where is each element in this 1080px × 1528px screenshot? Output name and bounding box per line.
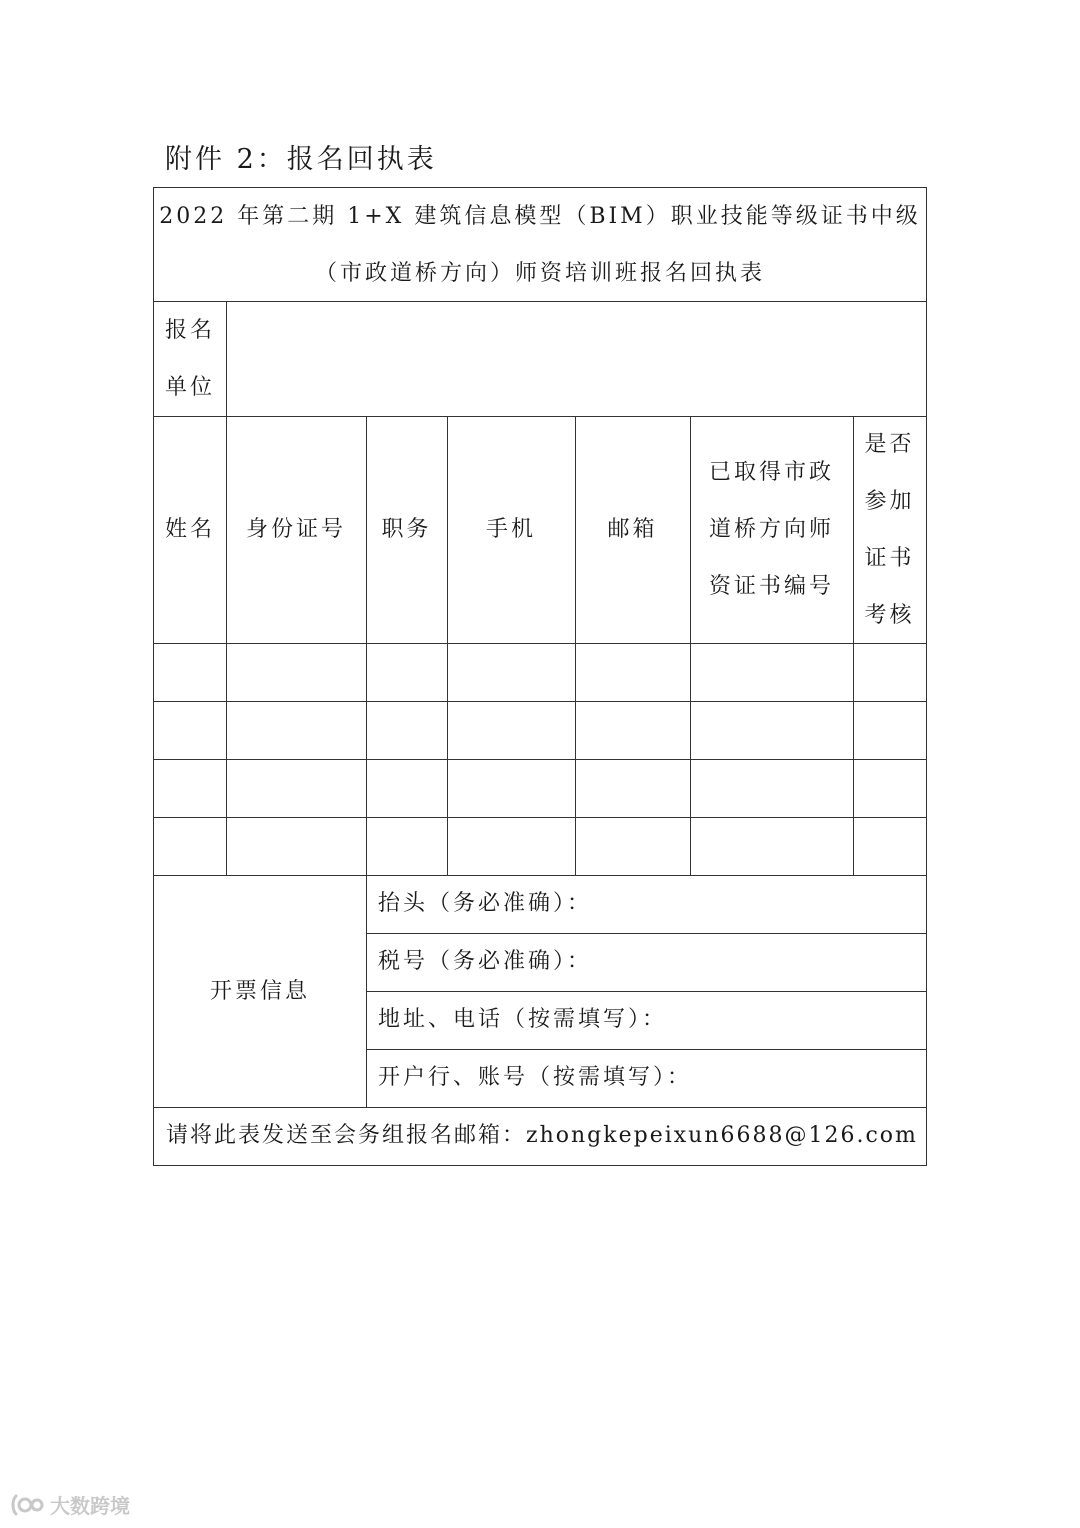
invoice-header-field[interactable]: 抬头（务必准确）： [378,891,593,916]
unit-value-field[interactable] [234,301,914,416]
table-cell[interactable] [447,817,575,875]
table-cell[interactable] [447,643,575,701]
table-cell[interactable] [366,701,447,759]
table-cell[interactable] [575,817,690,875]
table-cell[interactable] [366,817,447,875]
column-header-position: 职务 [381,517,432,542]
table-cell[interactable] [690,643,853,701]
form-title-line1: 2022 年第二期 1+X 建筑信息模型（BIM）职业技能等级证书中级 [159,204,921,229]
table-cell[interactable] [690,817,853,875]
table-cell[interactable] [447,759,575,817]
invoice-label: 开票信息 [209,978,310,1004]
watermark [10,1490,130,1519]
table-cell[interactable] [226,701,366,759]
table-cell[interactable] [853,643,926,701]
table-cell[interactable] [853,759,926,817]
attachment-title: 附件 2：报名回执表 [165,144,437,175]
table-cell[interactable] [575,643,690,701]
watermark-text: 大数跨境 [50,1494,130,1518]
table-cell[interactable] [226,643,366,701]
table-cell[interactable] [366,759,447,817]
column-header-name: 姓名 [164,517,215,542]
watermark-logo-icon [10,1492,44,1518]
column-header-email: 邮箱 [607,517,658,542]
table-cell[interactable] [154,817,226,875]
table-cell[interactable] [690,759,853,817]
registration-form [153,187,927,1166]
column-header-id-number: 身份证号 [245,517,346,542]
invoice-address-phone-field[interactable]: 地址、电话（按需填写）： [378,1007,668,1032]
table-cell[interactable] [575,759,690,817]
unit-label-line1: 报名 [164,317,215,343]
table-cell[interactable] [853,701,926,759]
invoice-tax-number-field[interactable]: 税号（务必准确）： [378,949,593,974]
table-cell[interactable] [447,701,575,759]
table-cell[interactable] [853,817,926,875]
table-cell[interactable] [575,701,690,759]
table-cell[interactable] [690,701,853,759]
table-cell[interactable] [226,759,366,817]
table-cell[interactable] [154,701,226,759]
column-header-exam: 是否 参加 证书 考核 [864,431,915,628]
form-title-line2: （市政道桥方向）师资培训班报名回执表 [314,261,765,286]
table-cell[interactable] [154,759,226,817]
column-header-phone: 手机 [485,517,536,542]
unit-label-line2: 单位 [164,374,215,400]
table-cell[interactable] [226,817,366,875]
column-header-certificate: 已取得市政 道桥方向师 资证书编号 [708,460,834,599]
invoice-bank-account-field[interactable]: 开户行、账号（按需填写）： [378,1065,693,1090]
unit-label [154,301,226,416]
table-cell[interactable] [366,643,447,701]
table-cell[interactable] [154,643,226,701]
footer-note: 请将此表发送至会务组报名邮箱：zhongkepeixun6688@126.com [166,1123,918,1148]
